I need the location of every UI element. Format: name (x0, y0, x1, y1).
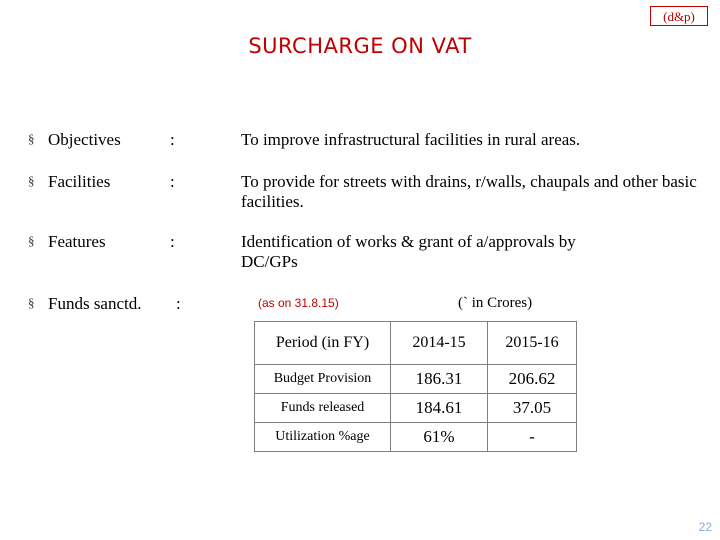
item-label: Facilities (48, 172, 111, 191)
table-cell: 37.05 (488, 394, 577, 423)
table-cell: 61% (391, 423, 488, 452)
unit-note: (` in Crores) (458, 295, 533, 311)
as-on-date-note: (as on 31.8.15) (258, 296, 339, 310)
bullet-icon: § (28, 173, 35, 188)
item-colon: : (170, 172, 175, 191)
item-value: Identification of works & grant of a/approvals by DC/GPs (241, 232, 576, 271)
funds-table (254, 321, 577, 452)
header-cell: 2014-15 (391, 322, 488, 365)
table-cell: 186.31 (391, 365, 488, 394)
header-cell: Period (in FY) (255, 322, 391, 365)
row-label: Budget Provision (255, 365, 391, 394)
table-cell: 206.62 (488, 365, 577, 394)
item-label: Features (48, 232, 106, 251)
bullet-icon: § (28, 131, 35, 146)
table-row (255, 423, 577, 452)
item-label: Funds sanctd. (48, 294, 142, 313)
row-label: Utilization %age (255, 423, 391, 452)
row-label: Funds released (255, 394, 391, 423)
item-value: To improve infrastructural facilities in rural areas. (241, 130, 581, 149)
bullet-icon: § (28, 295, 35, 310)
table-cell: - (488, 423, 577, 452)
slide-title: SURCHARGE ON VAT (248, 34, 472, 58)
item-colon: : (176, 294, 181, 313)
header-cell: 2015-16 (488, 322, 577, 365)
item-value: To provide for streets with drains, r/walls, chaupals and other basic facilities. (241, 172, 697, 211)
table-cell: 184.61 (391, 394, 488, 423)
page-number: 22 (698, 520, 712, 534)
item-colon: : (170, 130, 175, 149)
item-label: Objectives (48, 130, 121, 149)
table-header-row (255, 322, 577, 365)
item-colon: : (170, 232, 175, 251)
bullet-icon: § (28, 233, 35, 248)
table-row (255, 394, 577, 423)
table-row (255, 365, 577, 394)
section-badge: (d&p) (650, 6, 708, 26)
